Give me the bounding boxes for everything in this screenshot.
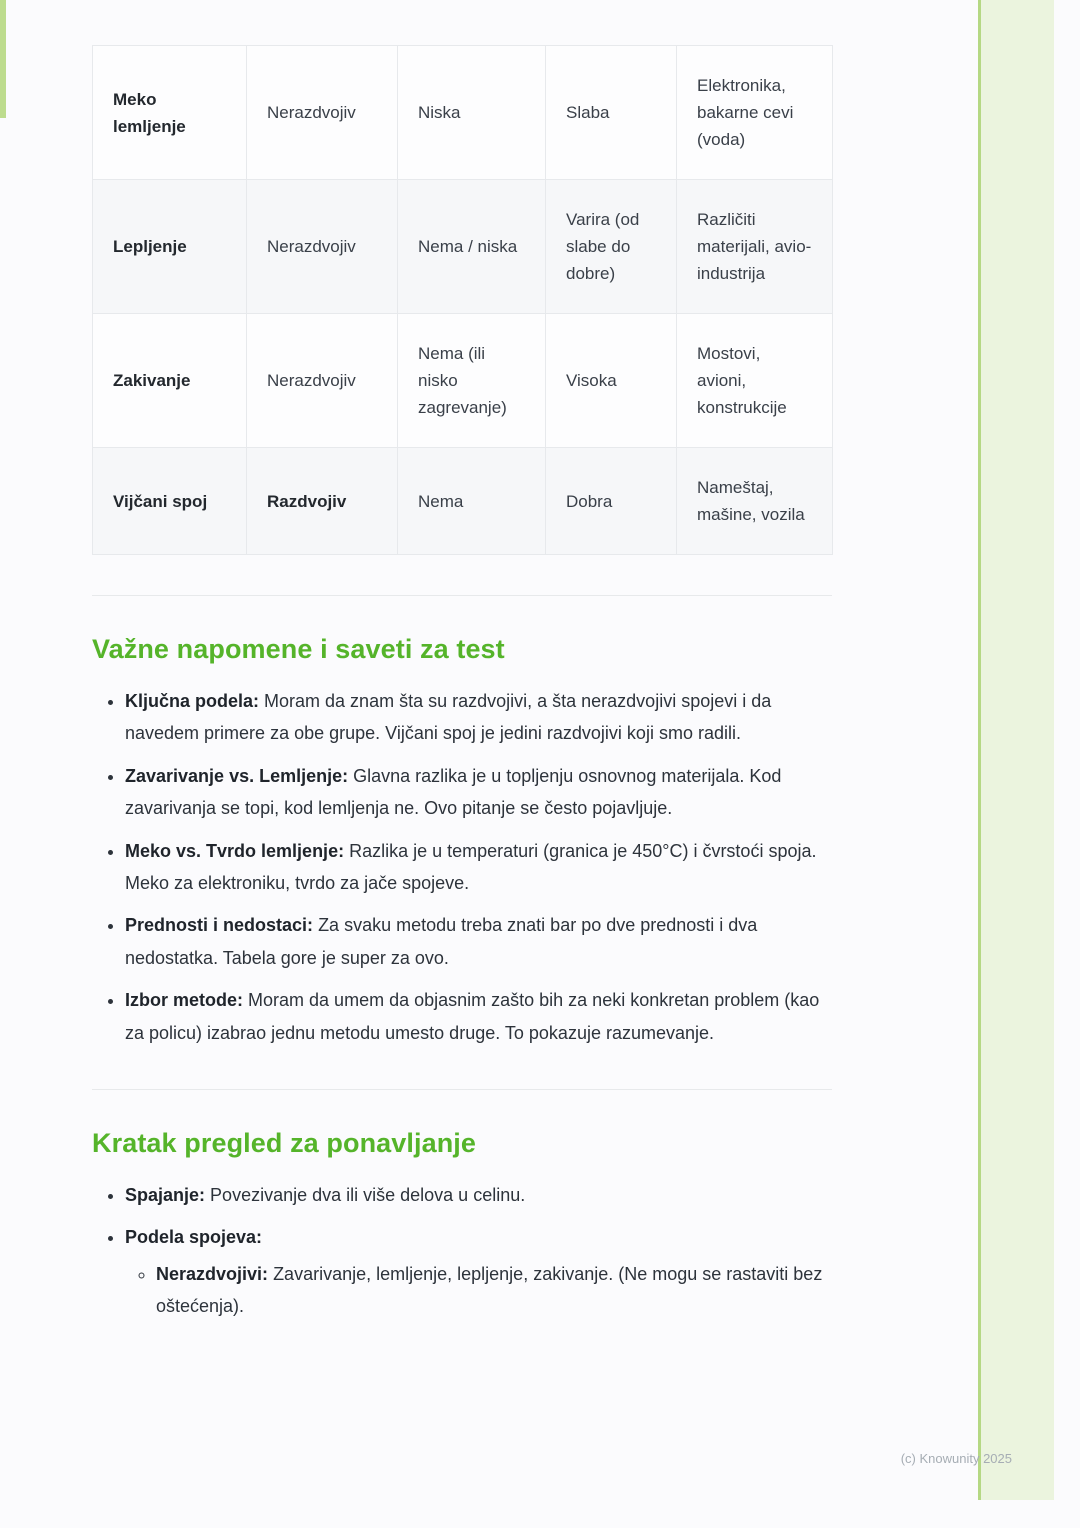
list-item — [125, 1179, 832, 1211]
item-text: Za svaku metodu treba znati bar po dve prednosti i dva nedostatka. Tabela gore je super za ovo. — [125, 915, 758, 968]
item-lead: Prednosti i nedostaci: — [125, 915, 314, 936]
table-cell: Razdvojiv — [247, 448, 398, 555]
section-title-review: Kratak pregled za ponavljanje — [92, 1127, 477, 1158]
item-lead: Meko vs. Tvrdo lemljenje: — [125, 840, 345, 861]
table-cell: Nameštaj, mašine, vozila — [677, 448, 833, 555]
table-row — [93, 314, 833, 448]
row-header-cell: Zakivanje — [93, 314, 247, 448]
item-lead: Nerazdvojivi: — [156, 1263, 269, 1284]
item-text: Moram da znam šta su razdvojivi, a šta nerazdvojivi spojevi i da navedem primere za obe grupe. Vijčani spoj je jedini razdvojivi koji smo radili. — [125, 691, 772, 744]
table-cell: Nema (ili nisko zagrevanje) — [398, 314, 546, 448]
item-lead: Spajanje: — [125, 1184, 206, 1205]
table-cell: Visoka — [546, 314, 677, 448]
item-text: Povezivanje dva ili više delova u celinu. — [210, 1184, 526, 1205]
table-cell: Različiti materijali, avio-industrija — [677, 180, 833, 314]
right-accent-band — [978, 0, 1054, 1500]
sub-list-item — [156, 1258, 832, 1323]
list-item — [125, 835, 832, 900]
table-cell: Nema — [398, 448, 546, 555]
footer-credit: (c) Knowunity 2025 — [900, 1451, 1012, 1466]
item-text: Razlika je u temperaturi (granica je 450°C) i čvrstoći spoja. Meko za elektroniku, tvrdo za jače spojeve. — [125, 840, 817, 893]
table-row — [93, 46, 833, 180]
table-cell: Nerazdvojiv — [247, 314, 398, 448]
list-item — [125, 685, 832, 750]
list-item — [125, 984, 832, 1049]
row-header-cell: Meko lemljenje — [93, 46, 247, 180]
item-text: Zavarivanje, lemljenje, lepljenje, zakivanje. (Ne mogu se rastaviti bez oštećenja). — [156, 1263, 823, 1317]
table-row — [93, 180, 833, 314]
notes-list — [92, 685, 832, 1049]
item-text: Moram da umem da objasnim zašto bih za neki konkretan problem (kao za policu) izabrao jednu metodu umesto druge. To pokazuje razumevanje. — [125, 990, 820, 1043]
list-item — [125, 760, 832, 825]
list-item — [125, 909, 832, 974]
item-lead: Zavarivanje vs. Lemljenje: — [125, 765, 349, 786]
table-cell: Nerazdvojiv — [247, 180, 398, 314]
table-cell: Slaba — [546, 46, 677, 180]
item-lead: Ključna podela: — [125, 691, 260, 711]
table-cell: Niska — [398, 46, 546, 180]
section-title-notes: Važne napomene i saveti za test — [92, 634, 505, 664]
item-lead: Podela spojeva: — [125, 1227, 263, 1248]
section-divider — [92, 595, 832, 596]
sub-list — [125, 1258, 832, 1323]
table-cell: Nerazdvojiv — [247, 46, 398, 180]
table-cell: Nema / niska — [398, 180, 546, 314]
item-lead: Izbor metode: — [125, 990, 244, 1011]
table-cell: Elektronika, bakarne cevi (voda) — [677, 46, 833, 180]
row-header-cell: Vijčani spoj — [93, 448, 247, 555]
row-header-cell: Lepljenje — [93, 180, 247, 314]
review-list — [92, 1179, 832, 1323]
joining-methods-table — [92, 45, 833, 555]
table-cell: Mostovi, avioni, konstrukcije — [677, 314, 833, 448]
top-left-accent — [0, 0, 6, 118]
section-divider — [92, 1089, 832, 1090]
list-item — [125, 1221, 832, 1322]
page-content — [92, 0, 832, 1332]
table-cell: Dobra — [546, 448, 677, 555]
table-row — [93, 448, 833, 555]
table-cell: Varira (od slabe do dobre) — [546, 180, 677, 314]
item-text: Glavna razlika je u topljenju osnovnog materijala. Kod zavarivanja se topi, kod lemljenja ne. Ovo pitanje se često pojavljuje. — [125, 765, 782, 819]
